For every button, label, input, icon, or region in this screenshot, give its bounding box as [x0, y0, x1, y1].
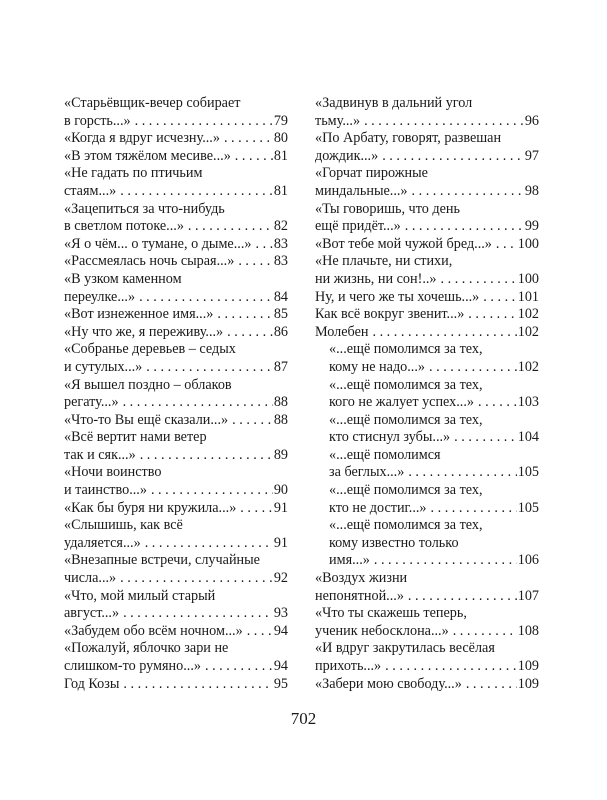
toc-entry — [315, 570, 539, 605]
toc-page-number: 84 — [273, 288, 288, 305]
toc-entry-title: «Зацепиться за что-нибудь — [64, 200, 225, 217]
toc-entry — [315, 676, 539, 694]
dot-leader — [217, 306, 272, 324]
toc-entry-title: «Что ты скажешь теперь, — [315, 605, 467, 622]
toc-entry-line — [315, 183, 539, 201]
toc-left-column — [64, 95, 288, 693]
toc-entry-title: ученик небосклона...» — [315, 622, 449, 639]
toc-entry — [64, 201, 288, 236]
toc-entry-title: «Я вышел поздно – облаков — [64, 376, 232, 393]
dot-leader — [412, 183, 524, 201]
toc-entry — [64, 253, 288, 271]
toc-entry-title: имя...» — [329, 552, 370, 569]
toc-entry — [64, 324, 288, 342]
toc-right-column — [315, 95, 539, 693]
toc-subentry — [315, 412, 539, 447]
toc-entry-line — [315, 517, 539, 535]
dot-leader — [151, 482, 273, 500]
toc-entry-line — [315, 218, 539, 236]
dot-leader — [372, 324, 516, 342]
toc-entry — [64, 271, 288, 306]
dot-leader — [227, 324, 273, 342]
toc-page-number: 101 — [517, 288, 539, 305]
toc-entry-line — [315, 570, 539, 588]
toc-page-number: 91 — [273, 499, 288, 516]
toc-entry — [64, 377, 288, 412]
toc-entry-title: Год Козы — [64, 675, 120, 692]
toc-entry — [64, 429, 288, 464]
toc-page-number: 109 — [517, 658, 539, 674]
toc-entry-line — [64, 464, 288, 482]
dot-leader — [431, 500, 517, 518]
toc-entry-line — [64, 447, 288, 465]
toc-page-number: 80 — [273, 130, 288, 147]
toc-entry — [64, 236, 288, 254]
toc-entry-line — [315, 306, 539, 324]
toc-entry — [315, 605, 539, 640]
dot-leader — [382, 148, 524, 166]
toc-entry-line — [315, 588, 539, 606]
dot-leader — [235, 148, 273, 166]
toc-page-number: 93 — [273, 605, 288, 622]
toc-entry-title: «Забери мою свободу...» — [315, 675, 462, 692]
toc-page-number: 88 — [273, 411, 288, 428]
toc-page-number: 94 — [273, 622, 288, 639]
toc-page-number: 103 — [517, 394, 539, 411]
toc-entry-line — [315, 148, 539, 166]
toc-subentry — [315, 447, 539, 482]
dot-leader — [408, 588, 517, 606]
dot-leader — [496, 236, 517, 254]
toc-page-number: 97 — [524, 147, 539, 164]
toc-entry-title: «Воздух жизни — [315, 570, 408, 587]
toc-entry-line — [315, 535, 539, 553]
toc-entry — [64, 464, 288, 499]
toc-entry-line — [64, 535, 288, 553]
toc-page-number: 107 — [517, 587, 539, 604]
toc-entry — [64, 588, 288, 623]
toc-entry-line — [64, 341, 288, 359]
toc-page-number: 85 — [273, 306, 288, 323]
dot-leader — [478, 394, 517, 412]
toc-page-number: 104 — [517, 429, 539, 446]
toc-entry-title: ещё придёт...» — [315, 218, 401, 235]
toc-entry-title: кто стиснул зубы...» — [329, 429, 451, 446]
toc-entry-title: «...ещё помолимся за тех, — [329, 482, 483, 499]
toc-entry-line — [315, 201, 539, 219]
toc-entry-line — [315, 377, 539, 395]
toc-entry-line — [315, 640, 539, 658]
dot-leader — [146, 359, 273, 377]
toc-entry — [64, 623, 288, 641]
toc-entry-line — [64, 658, 288, 676]
toc-entry-title: кого не жалует успех...» — [329, 394, 474, 411]
toc-entry — [64, 552, 288, 587]
toc-entry-title: «...ещё помолимся за тех, — [329, 376, 483, 393]
toc-entry-line — [315, 500, 539, 518]
toc-entry-title: «...ещё помолимся за тех, — [329, 411, 483, 428]
toc-entry-line — [64, 95, 288, 113]
dot-leader — [441, 271, 517, 289]
toc-entry-line — [315, 324, 539, 342]
toc-entry-title: миндальные...» — [315, 182, 408, 199]
toc-page-number: 92 — [273, 570, 288, 587]
toc-entry-line — [64, 148, 288, 166]
toc-page-number: 105 — [517, 499, 539, 516]
toc-entry-title: Как всё вокруг звенит...» — [315, 306, 465, 323]
toc-entry-title: кто не достиг...» — [329, 499, 427, 516]
toc-entry-line — [64, 429, 288, 447]
toc-entry-title: «Вот изнеженное имя...» — [64, 306, 214, 323]
toc-entry-title: «Старьёвщик-вечер собирает — [64, 95, 241, 111]
toc-entry — [64, 676, 288, 694]
toc-entry-title: ни жизнь, ни сон!..» — [315, 270, 437, 287]
toc-entry-title: «Задвинув в дальний угол — [315, 95, 473, 111]
dot-leader — [238, 253, 272, 271]
toc-entry-line — [64, 271, 288, 289]
toc-entry-title: кому не надо...» — [329, 358, 425, 375]
dot-leader — [123, 394, 273, 412]
toc-entry-line — [64, 623, 288, 641]
toc-entry-title: в светлом потоке...» — [64, 218, 184, 235]
toc-entry — [64, 412, 288, 430]
toc-entry-line — [64, 588, 288, 606]
toc-entry-title: «В этом тяжёлом месиве...» — [64, 147, 231, 164]
toc-entry-title: «Ночи воинство — [64, 464, 162, 481]
toc-entry-title: «Слышишь, как всё — [64, 517, 183, 534]
toc-entry — [64, 130, 288, 148]
dot-leader — [120, 183, 273, 201]
toc-page-number: 83 — [273, 235, 288, 252]
toc-entry-title: слишком-то румяно...» — [64, 658, 201, 674]
toc-entry-line — [315, 341, 539, 359]
toc-page-number: 106 — [517, 552, 539, 569]
dot-leader — [120, 570, 273, 588]
toc-entry-line — [315, 236, 539, 254]
dot-leader — [135, 113, 273, 131]
toc-entry-title: удаляется...» — [64, 534, 141, 551]
toc-entry-line — [64, 306, 288, 324]
toc-subentry — [315, 341, 539, 376]
toc-entry-line — [315, 447, 539, 465]
toc-entry-title: «Горчат пирожные — [315, 165, 428, 182]
toc-page-number: 102 — [517, 323, 539, 340]
toc-page-number: 91 — [273, 534, 288, 551]
toc-entry-title: «...ещё помолимся за тех, — [329, 517, 483, 534]
toc-entry-title: «Забудем обо всём ночном...» — [64, 622, 243, 639]
toc-entry-line — [64, 482, 288, 500]
dot-leader — [232, 412, 273, 430]
dot-leader — [385, 658, 517, 676]
toc-entry — [315, 201, 539, 236]
toc-entry — [315, 253, 539, 288]
dot-leader — [483, 289, 516, 307]
toc-page-number: 102 — [517, 306, 539, 323]
toc-entry-title: «Собранье деревьев – седых — [64, 341, 236, 358]
toc-entry-line — [315, 464, 539, 482]
toc-entry-title: числа...» — [64, 570, 117, 587]
toc-entry-line — [315, 394, 539, 412]
toc-entry-line — [315, 359, 539, 377]
toc-entry-line — [315, 289, 539, 307]
toc-entry-line — [64, 253, 288, 271]
toc-page-number: 83 — [273, 253, 288, 270]
toc-entry-line — [315, 658, 539, 676]
toc-entry-title: переулке...» — [64, 288, 136, 305]
toc-entry-title: и сутулых...» — [64, 358, 143, 375]
toc-entry-line — [315, 271, 539, 289]
toc-entry-title: регату...» — [64, 394, 119, 411]
dot-leader — [466, 676, 517, 694]
toc-entry-line — [315, 623, 539, 641]
toc-entry-title: тьму...» — [315, 112, 361, 129]
toc-entry-title: «Всё вертит нами ветер — [64, 429, 207, 446]
toc-entry-line — [315, 676, 539, 694]
toc-page-number: 79 — [273, 112, 288, 129]
dot-leader — [205, 658, 273, 676]
dot-leader — [255, 236, 272, 254]
dot-leader — [408, 464, 516, 482]
toc-entry — [315, 640, 539, 675]
toc-entry — [315, 236, 539, 254]
toc-page-number: 81 — [273, 147, 288, 164]
dot-leader — [145, 535, 273, 553]
toc-entry-title: «Что, мой милый старый — [64, 587, 216, 604]
toc-entry-line — [315, 552, 539, 570]
toc-entry-line — [64, 517, 288, 535]
toc-entry-line — [315, 253, 539, 271]
toc-entry-title: «Пожалуй, яблочко зари не — [64, 640, 229, 657]
toc-entry — [64, 148, 288, 166]
toc-entry-line — [64, 640, 288, 658]
toc-page-number: 87 — [273, 358, 288, 375]
dot-leader — [123, 605, 273, 623]
toc-page-number: 98 — [524, 182, 539, 199]
toc-entry-line — [64, 412, 288, 430]
dot-leader — [364, 113, 524, 131]
toc-entry-line — [315, 482, 539, 500]
toc-entry-title: за беглых...» — [329, 464, 405, 481]
toc-entry-title: прихоть...» — [315, 658, 382, 674]
dot-leader — [140, 447, 273, 465]
toc-entry-line — [64, 113, 288, 131]
toc-entry-line — [315, 113, 539, 131]
dot-leader — [224, 130, 273, 148]
toc-entry-title: «Как бы буря ни кружила...» — [64, 499, 237, 516]
toc-entry-title: «Я о чём... о тумане, о дыме...» — [64, 235, 252, 252]
page-number: 702 — [290, 709, 317, 728]
dot-leader — [139, 289, 273, 307]
toc-entry — [64, 165, 288, 200]
toc-entry-line — [64, 324, 288, 342]
toc-page-number: 95 — [273, 675, 288, 692]
toc-entry — [315, 306, 539, 324]
toc-entry-title: Ну, и чего же ты хочешь...» — [315, 288, 480, 305]
toc-entry-line — [64, 218, 288, 236]
toc-page-number: 105 — [517, 464, 539, 481]
toc-subentry — [315, 517, 539, 570]
toc-entry — [64, 95, 288, 130]
toc-entry-line — [64, 201, 288, 219]
toc-entry — [315, 95, 539, 130]
toc-page-number: 82 — [273, 218, 288, 235]
toc-page-number: 102 — [517, 358, 539, 375]
toc-entry-line — [315, 412, 539, 430]
toc-page-number: 90 — [273, 482, 288, 499]
toc-entry-title: «...ещё помолимся — [329, 446, 441, 463]
toc-entry-title: «И вдруг закрутилась весёлая — [315, 640, 495, 657]
toc-entry-title: «Что-то Вы ещё сказали...» — [64, 411, 229, 428]
toc-entry-title: стаям...» — [64, 182, 117, 199]
toc-entry-line — [64, 676, 288, 694]
toc-entry-line — [64, 165, 288, 183]
toc-entry — [315, 289, 539, 307]
toc-entry-title: дождик...» — [315, 147, 379, 164]
toc-entry-title: «Внезапные встречи, случайные — [64, 552, 260, 569]
dot-leader — [374, 552, 517, 570]
toc-entry-line — [64, 605, 288, 623]
toc-entry — [64, 306, 288, 324]
toc-page-number: 100 — [517, 270, 539, 287]
toc-entry-line — [64, 552, 288, 570]
dot-leader — [123, 676, 272, 694]
toc-entry-title: «В узком каменном — [64, 270, 182, 287]
toc-entry-title: «Ну что же, я переживу...» — [64, 323, 224, 340]
toc-entry-title: «Не гадать по птичьим — [64, 165, 203, 182]
toc-entry-line — [64, 183, 288, 201]
toc-entry-line — [315, 165, 539, 183]
toc-entry-title: кому известно только — [329, 534, 459, 551]
toc-page-number: 96 — [524, 112, 539, 129]
toc-entry-line — [64, 236, 288, 254]
toc-entry-title: так и сяк...» — [64, 446, 136, 463]
toc-entry — [64, 341, 288, 376]
toc-entry-line — [64, 289, 288, 307]
toc-entry — [64, 517, 288, 552]
toc-entry-title: и таинство...» — [64, 482, 147, 499]
toc-entry-title: «...ещё помолимся за тех, — [329, 341, 483, 358]
toc-entry-line — [64, 359, 288, 377]
toc-entry-title: «По Арбату, говорят, развешан — [315, 130, 502, 147]
toc-entry — [315, 165, 539, 200]
toc-entry-line — [64, 394, 288, 412]
toc-entry — [315, 130, 539, 165]
toc-page-number: 108 — [517, 622, 539, 639]
toc-entry — [64, 500, 288, 518]
toc-page-number: 99 — [524, 218, 539, 235]
toc-entry-title: «Ты говоришь, что день — [315, 200, 460, 217]
toc-subentry — [315, 482, 539, 517]
toc-page-number: 86 — [273, 323, 288, 340]
dot-leader — [405, 218, 524, 236]
dot-leader — [240, 500, 273, 518]
toc-entry-title: непонятной...» — [315, 587, 404, 604]
dot-leader — [453, 623, 517, 641]
toc-entry-title: «Рассмеялась ночь сырая...» — [64, 253, 235, 270]
toc-entry — [315, 324, 539, 342]
toc-page-number: 94 — [273, 658, 288, 674]
toc-entry-title: «Когда я вдруг исчезну...» — [64, 130, 220, 147]
toc-entry-line — [64, 500, 288, 518]
dot-leader — [188, 218, 273, 236]
toc-entry-title: в горсть...» — [64, 112, 131, 129]
toc-entry-line — [64, 570, 288, 588]
toc-entry-line — [315, 429, 539, 447]
dot-leader — [247, 623, 273, 641]
toc-subentry — [315, 377, 539, 412]
toc-entry-line — [315, 95, 539, 113]
toc-page-number: 81 — [273, 182, 288, 199]
toc-entry-line — [315, 605, 539, 623]
toc-entry-line — [64, 130, 288, 148]
dot-leader — [429, 359, 517, 377]
toc-entry-line — [315, 130, 539, 148]
toc-entry-title: август...» — [64, 605, 120, 622]
toc-page-number: 109 — [517, 675, 539, 692]
toc-page-number: 89 — [273, 446, 288, 463]
toc-entry-line — [64, 377, 288, 395]
toc-entry — [64, 640, 288, 675]
dot-leader — [454, 429, 517, 447]
dot-leader — [468, 306, 516, 324]
toc-entry-title: Молебен — [315, 323, 369, 340]
toc-entry-title: «Вот тебе мой чужой бред...» — [315, 235, 492, 252]
toc-entry-title: «Не плачьте, ни стихи, — [315, 253, 453, 270]
toc-page-number: 88 — [273, 394, 288, 411]
toc-page-number: 100 — [517, 235, 539, 252]
